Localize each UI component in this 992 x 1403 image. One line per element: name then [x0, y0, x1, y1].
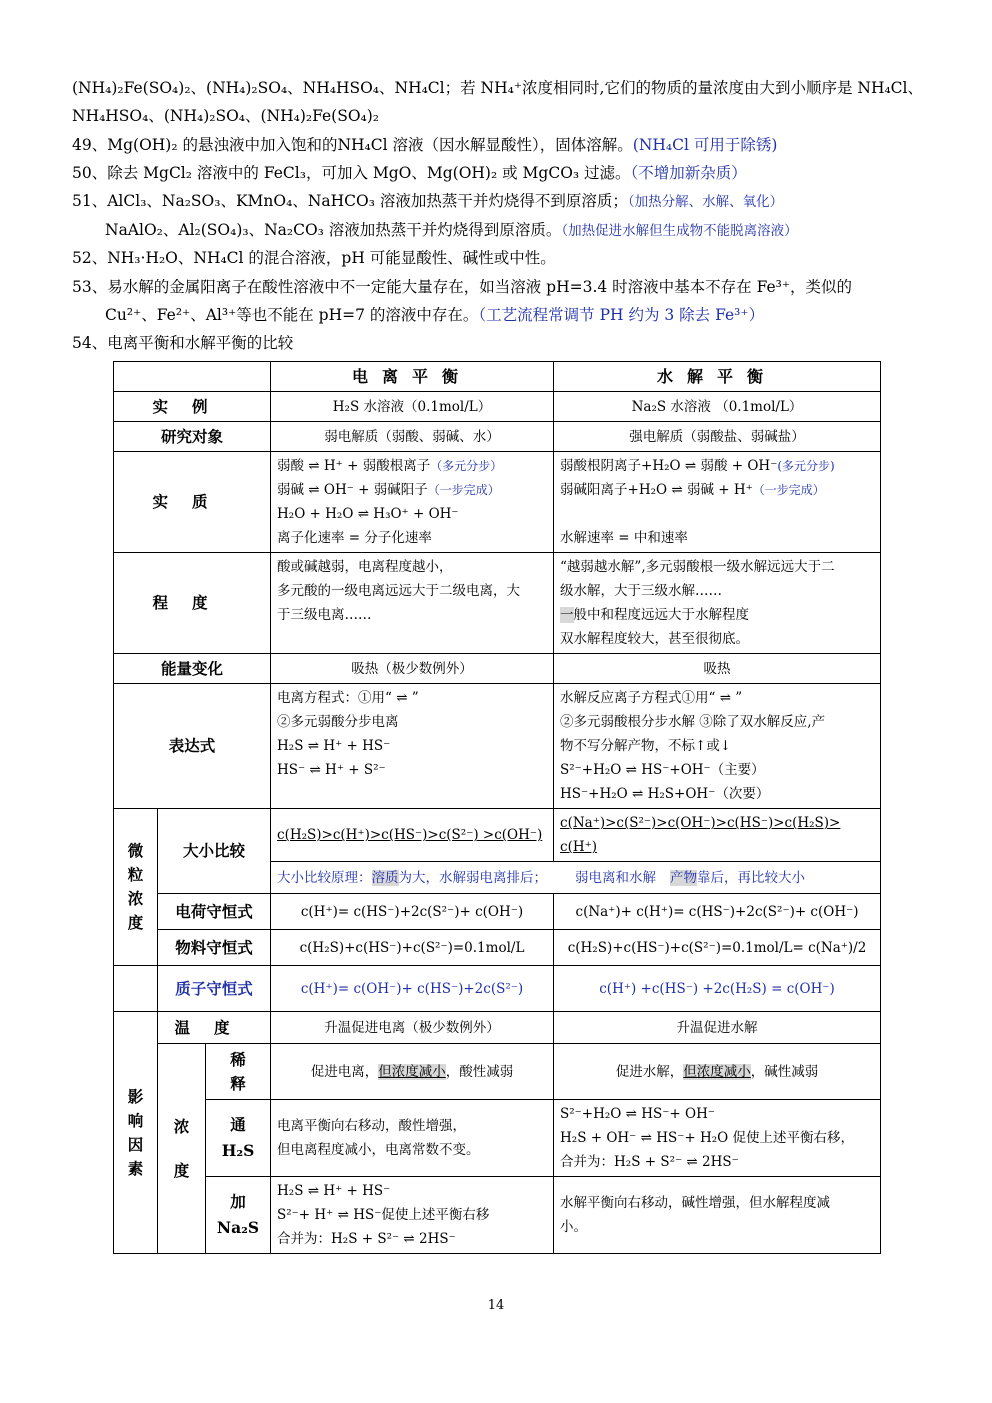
group-label-concentration: 浓度: [158, 1044, 206, 1254]
h2s-hyd-line3: 合并为：H₂S + S²⁻ ⇌ 2HS⁻: [560, 1154, 739, 1170]
cell-proton-ion: c(H⁺)= c(OH⁻)+ c(HS⁻)+2c(S²⁻): [271, 966, 554, 1012]
cell-h2s-ion: [271, 1100, 554, 1177]
cell-example-ion: H₂S 水溶液（0.1mol/L）: [271, 392, 554, 422]
row-add-na2s: [114, 1177, 881, 1254]
cell-energy-ion: 吸热（极少数例外）: [271, 654, 554, 684]
essence-hyd-line2: 弱碱阳离子+H₂O ⇌ 弱碱 + H⁺: [560, 482, 753, 498]
cell-na2s-ion: [271, 1177, 554, 1254]
row-example: [114, 392, 881, 422]
expr-ion-line4: HS⁻ ⇌ H⁺ + S²⁻: [277, 762, 386, 778]
cell-energy-hyd: 吸热: [554, 654, 881, 684]
row-label-add-h2s: 通 H₂S: [206, 1100, 271, 1177]
header-hydrolysis: 水解平衡: [554, 362, 881, 392]
principle-c: 为大，水解弱电离排后；: [398, 869, 548, 886]
expr-hyd-line3: 物不写分解产物，不标↑或↓: [560, 738, 732, 754]
h2s-ion-line1: 电离平衡向右移动，酸性增强，: [277, 1118, 467, 1134]
cell-temp-ion: 升温促进电离（极少数例外）: [271, 1012, 554, 1044]
paragraph-50-note: （不增加新杂质）: [630, 164, 747, 182]
group-label-micro-concentration: 微粒浓度: [114, 809, 158, 966]
degree-hyd-line3a: 一: [560, 607, 574, 623]
essence-ion-note1: （多元分步）: [430, 459, 503, 473]
paragraph-54: 54、电离平衡和水解平衡的比较: [72, 334, 294, 352]
row-label-charge: 电荷守恒式: [158, 894, 271, 930]
degree-ion-line1: 酸或碱越弱，电离程度越小，: [277, 559, 453, 575]
essence-hyd-note2: （一步完成）: [752, 483, 825, 497]
row-proton: [114, 966, 881, 1012]
row-label-energy: 能量变化: [114, 654, 271, 684]
cell-h2s-hyd: [554, 1100, 881, 1177]
dilute-hyd-c: ，碱性减弱: [750, 1063, 819, 1080]
cell-proton-hyd: c(H⁺) +c(HS⁻) +2c(H₂S) = c(OH⁻): [554, 966, 881, 1012]
degree-hyd-line1: “越弱越水解”,多元弱酸根一级水解远远大于二: [560, 559, 835, 575]
expr-hyd-line2: ②多元弱酸根分步水解 ③除了双水解反应,产: [560, 714, 826, 730]
principle-d: 弱电离和水解: [575, 869, 657, 886]
degree-hyd-line4: 双水解程度较大，甚至很彻底。: [560, 631, 750, 647]
cell-degree-ion: [271, 553, 554, 654]
cell-na2s-hyd: [554, 1177, 881, 1254]
cell-material-hyd: c(H₂S)+c(HS⁻)+c(S²⁻)=0.1mol/L= c(Na⁺)/2: [554, 930, 881, 966]
expr-ion-line1: 电离方程式：①用“ ⇌ ”: [277, 690, 419, 706]
na2s-ion-line2: S²⁻+ H⁺ ⇌ HS⁻促使上述平衡右移: [277, 1207, 490, 1223]
cell-charge-ion: c(H⁺)= c(HS⁻)+2c(S²⁻)+ c(OH⁻): [271, 894, 554, 930]
row-label-add-na2s: 加 Na₂S: [206, 1177, 271, 1254]
essence-hyd-note1: (多元分步): [777, 459, 835, 473]
expr-hyd-line4: S²⁻+H₂O ⇌ HS⁻+OH⁻（主要）: [560, 762, 765, 778]
row-add-h2s: [114, 1100, 881, 1177]
expr-hyd-line1: 水解反应离子方程式①用“ ⇌ ”: [560, 690, 743, 706]
principle-f: 靠后，再比较大小: [697, 869, 806, 886]
paragraph-51-note2: （加热促进水解但生成物不能脱离溶液）: [561, 223, 798, 239]
cell-expression-ion: [271, 684, 554, 809]
row-label-material: 物料守恒式: [158, 930, 271, 966]
paragraph-48-line1: (NH₄)₂Fe(SO₄)₂、(NH₄)₂SO₄、NH₄HSO₄、NH₄Cl；若 NH₄⁺浓度相同时,它们的物质的量浓度由大到小顺序是 NH₄Cl、: [72, 79, 923, 97]
row-object: [114, 422, 881, 452]
cell-material-ion: c(H₂S)+c(HS⁻)+c(S²⁻)=0.1mol/L: [271, 930, 554, 966]
na2s-hyd-line1: 水解平衡向右移动，碱性增强，但水解程度减: [560, 1195, 831, 1211]
row-label-proton: 质子守恒式: [158, 966, 271, 1012]
cell-object-hyd: 强电解质（弱酸盐、弱碱盐）: [554, 422, 881, 452]
paragraph-51-line1: [72, 187, 932, 216]
essence-ion-line4: 离子化速率 = 分子化速率: [277, 530, 432, 546]
paragraph-50-text: 50、除去 MgCl₂ 溶液中的 FeCl₃，可加入 MgO、Mg(OH)₂ 或 MgCO₃ 过滤。: [72, 164, 631, 182]
principle-e: 产物: [670, 869, 698, 886]
cell-size-ion: c(H₂S)>c(H⁺)>c(HS⁻)>c(S²⁻) >c(OH⁻): [271, 809, 554, 862]
row-label-dilute: 稀释: [206, 1044, 271, 1100]
cell-size-principle: [271, 862, 881, 894]
h2s-hyd-line2: H₂S + OH⁻ ⇌ HS⁻+ H₂O 促使上述平衡右移，: [560, 1130, 854, 1146]
paragraph-52: 52、NH₃·H₂O、NH₄Cl 的混合溶液，pH 可能显酸性、碱性或中性。: [72, 249, 556, 267]
paragraph-50: [72, 159, 932, 187]
paragraph-53-note: （工艺流程常调节 PH 约为 3 除去 Fe³⁺）: [478, 306, 765, 324]
cell-expression-hyd: [554, 684, 881, 809]
table-header-row: [114, 362, 881, 392]
degree-hyd-line3b: 般中和程度远远大于水解程度: [573, 607, 750, 623]
paragraph-49-note: (NH₄Cl 可用于除锈): [632, 136, 778, 154]
na2s-hyd-line2: 小。: [560, 1219, 588, 1235]
row-temperature: [114, 1012, 881, 1044]
cell-dilute-ion: [271, 1044, 554, 1100]
essence-ion-line2: 弱碱 ⇌ OH⁻ + 弱碱阳子: [277, 482, 428, 498]
na2s-ion-line3: 合并为：H₂S + S²⁻ ⇌ 2HS⁻: [277, 1231, 456, 1247]
paragraph-49: [72, 131, 932, 159]
row-label-example: 实例: [114, 392, 271, 422]
essence-hyd-line1: 弱酸根阴离子+H₂O ⇌ 弱酸 + OH⁻: [560, 458, 778, 474]
paragraph-51-text2: NaAlO₂、Al₂(SO₄)₃、Na₂CO₃ 溶液加热蒸干并灼烧得到原溶质。: [105, 221, 562, 239]
dilute-ion-a: 促进电离，: [310, 1063, 379, 1080]
row-label-object: 研究对象: [114, 422, 271, 452]
h2s-hyd-line1: S²⁻+H₂O ⇌ HS⁻+ OH⁻: [560, 1106, 715, 1122]
dilute-hyd-a: 促进水解，: [615, 1063, 684, 1080]
dilute-hyd-b: 但浓度减小: [683, 1063, 751, 1080]
row-degree: [114, 553, 881, 654]
paragraph-53-text2: Cu²⁺、Fe²⁺、Al³⁺等也不能在 pH=7 的溶液中存在。: [105, 306, 479, 324]
row-label-essence: 实质: [114, 452, 271, 553]
row-label-expression: 表达式: [114, 684, 271, 809]
page-number: 14: [487, 1298, 505, 1313]
cell-example-hyd: Na₂S 水溶液 （0.1mol/L）: [554, 392, 881, 422]
comparison-table: [113, 361, 881, 1254]
na2s-ion-line1: H₂S ⇌ H⁺ + HS⁻: [277, 1183, 391, 1199]
essence-ion-note2: （一步完成）: [427, 483, 500, 497]
expr-ion-line2: ②多元弱酸分步电离: [277, 714, 399, 730]
degree-ion-line2: 多元酸的一级电离远远大于二级电离，大: [277, 583, 521, 599]
row-size-compare: [114, 809, 881, 862]
paragraph-48-line2: NH₄HSO₄、(NH₄)₂SO₄、(NH₄)₂Fe(SO₄)₂: [72, 107, 380, 125]
expr-hyd-line5: HS⁻+H₂O ⇌ H₂S+OH⁻（次要）: [560, 786, 770, 802]
principle-a: 大小比较原理：: [277, 869, 372, 886]
row-essence: [114, 452, 881, 553]
dilute-ion-c: ，酸性减弱: [445, 1063, 514, 1080]
cell-object-ion: 弱电解质（弱酸、弱碱、水）: [271, 422, 554, 452]
group-label-factors: 影响因素: [114, 1012, 158, 1254]
expr-ion-line3: H₂S ⇌ H⁺ + HS⁻: [277, 738, 391, 754]
row-label-degree: 程度: [114, 553, 271, 654]
proton-empty-cell: [114, 966, 158, 1012]
cell-size-hyd: c(Na⁺)>c(S²⁻)>c(OH⁻)>c(HS⁻)>c(H₂S)> c(H⁺): [554, 809, 881, 862]
paragraph-51-note: （加热分解、水解、氧化）: [627, 194, 784, 210]
row-label-temperature: 温度: [158, 1012, 271, 1044]
cell-charge-hyd: c(Na⁺)+ c(H⁺)= c(HS⁻)+2c(S²⁻)+ c(OH⁻): [554, 894, 881, 930]
header-ionization: 电离平衡: [271, 362, 554, 392]
dilute-ion-b: 但浓度减小: [378, 1063, 446, 1080]
paragraph-53-line1: 53、易水解的金属阳离子在酸性溶液中不一定能大量存在，如当溶液 pH=3.4 时溶液中基本不存在 Fe³⁺，类似的: [72, 278, 853, 296]
cell-essence-hyd: [554, 452, 881, 553]
cell-essence-ion: [271, 452, 554, 553]
row-label-size-compare: 大小比较: [158, 809, 271, 894]
row-energy: [114, 654, 881, 684]
row-charge: [114, 894, 881, 930]
h2s-ion-line2: 但电离程度减小，电离常数不变。: [277, 1142, 480, 1158]
essence-ion-line1: 弱酸 ⇌ H⁺ + 弱酸根离子: [277, 458, 431, 474]
row-expression: [114, 684, 881, 809]
degree-ion-line3: 于三级电离……: [277, 607, 372, 623]
degree-hyd-line2: 级水解，大于三级水解……: [560, 583, 723, 599]
paragraph-51-line2: [105, 216, 965, 245]
row-dilute: [114, 1044, 881, 1100]
principle-b: 溶质: [371, 869, 399, 886]
essence-ion-line3: H₂O + H₂O ⇌ H₃O⁺ + OH⁻: [277, 506, 459, 522]
cell-dilute-hyd: [554, 1044, 881, 1100]
row-material: [114, 930, 881, 966]
paragraph-49-text: 49、Mg(OH)₂ 的悬浊液中加入饱和的NH₄Cl 溶液（因水解显酸性），固体溶解。: [72, 136, 633, 154]
cell-degree-hyd: [554, 553, 881, 654]
essence-hyd-line4: 水解速率 = 中和速率: [560, 530, 688, 546]
header-corner: [114, 362, 271, 392]
paragraph-53-line2: [105, 301, 965, 329]
cell-temp-hyd: 升温促进水解: [554, 1012, 881, 1044]
paragraph-51-text: 51、AlCl₃、Na₂SO₃、KMnO₄、NaHCO₃ 溶液加热蒸干并灼烧得不到原溶质；: [72, 192, 628, 210]
